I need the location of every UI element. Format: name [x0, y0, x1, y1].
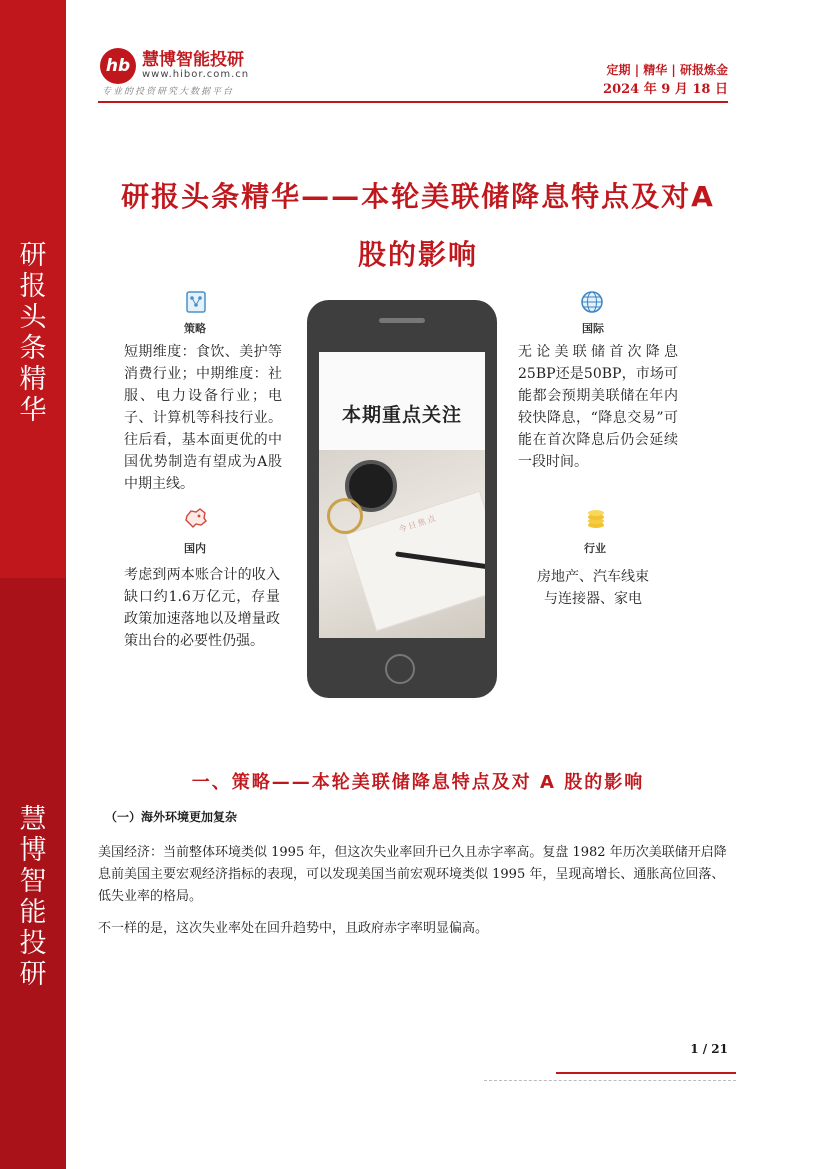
globe-icon	[580, 290, 604, 314]
phone-speaker	[379, 318, 425, 323]
page-number: 1 / 21	[690, 1042, 728, 1056]
strategy-icon	[184, 290, 208, 314]
domestic-text: 考虑到两本账合计的收入缺口约1.6万亿元，存量政策加速落地以及增量政策出台的必要性仍强。	[124, 567, 280, 649]
header-tags: 定期 | 精华 | 研报炼金	[606, 63, 728, 77]
sidebar-char: 能	[19, 897, 47, 928]
logo-mark-icon: hb	[100, 48, 136, 84]
sidebar-char: 慧	[19, 804, 47, 835]
sidebar-top-label	[0, 240, 66, 426]
logo-name: 慧博智能投研	[142, 50, 244, 70]
logo[interactable]	[100, 48, 249, 84]
header-meta	[603, 60, 728, 100]
sidebar-bottom-label	[0, 804, 66, 990]
document-title	[98, 168, 738, 284]
footer-divider	[484, 1080, 736, 1081]
china-map-icon	[184, 506, 208, 530]
sidebar-char: 精	[19, 364, 47, 395]
logo-slogan: 专业的投资研究大数据平台	[102, 87, 235, 97]
body-paragraph: 不一样的是，这次失业率处在回升趋势中，且政府赤字率明显偏高。	[98, 921, 489, 936]
ring-image	[327, 498, 363, 534]
phone-home-button	[385, 654, 415, 684]
logo-text	[142, 51, 249, 81]
strategy-text: 短期维度：食饮、美护等消费行业；中期维度：社服、电力设备行业；电子、计算机等科技行业。往后看，基本面更优的中国优势制造有望成为A股中期主线。	[124, 344, 282, 492]
screen-photo	[319, 450, 485, 638]
title-line-2: 股的影响	[357, 238, 478, 271]
coins-icon	[584, 506, 608, 530]
phone-screen-title: 本期重点关注	[341, 404, 462, 426]
sidebar-char: 头	[19, 302, 47, 333]
header-divider	[98, 101, 728, 103]
strategy-label: 策略	[184, 322, 206, 335]
logo-url: www.hibor.com.cn	[142, 69, 250, 80]
sidebar-char: 华	[19, 395, 47, 426]
sidebar-char: 条	[19, 333, 47, 364]
paper-label: 今日焦点	[397, 513, 439, 535]
section-heading: 一、策略——本轮美联储降息特点及对 A 股的影响	[191, 772, 645, 793]
industry-text: 房地产、汽车线束与连接器、家电	[537, 569, 649, 607]
phone-screen	[319, 352, 485, 638]
sidebar-char: 投	[19, 928, 47, 959]
sidebar-char: 博	[19, 835, 47, 866]
footer-divider-red	[556, 1072, 736, 1074]
phone-illustration	[307, 300, 497, 698]
industry-label: 行业	[584, 542, 606, 555]
domestic-label: 国内	[184, 542, 206, 555]
header-date: 2024 年 9 月 18 日	[603, 82, 728, 97]
title-line-1: 研报头条精华——本轮美联储降息特点及对A	[121, 180, 715, 213]
sidebar-char: 研	[19, 959, 47, 990]
sidebar-char: 智	[19, 866, 47, 897]
international-label: 国际	[582, 322, 604, 335]
body-paragraph: 美国经济：当前整体环境类似 1995 年，但这次失业率回升已久且赤字率高。复盘 1982 年历次美联储开启降息前美国主要宏观经济指标的表现，可以发现美国当前宏观环境类似 1995 年，呈现高增长、通胀高位回落、低失业率的格局。	[98, 845, 727, 904]
international-text: 无论美联储首次降息25BP还是50BP，市场可能都会预期美联储在年内较快降息，“降息交易”可能在首次降息后仍会延续一段时间。	[518, 344, 678, 470]
sub-heading: （一）海外环境更加复杂	[105, 810, 238, 824]
sidebar-char: 报	[19, 271, 47, 302]
sidebar	[0, 0, 66, 1169]
sidebar-char: 研	[19, 240, 47, 271]
